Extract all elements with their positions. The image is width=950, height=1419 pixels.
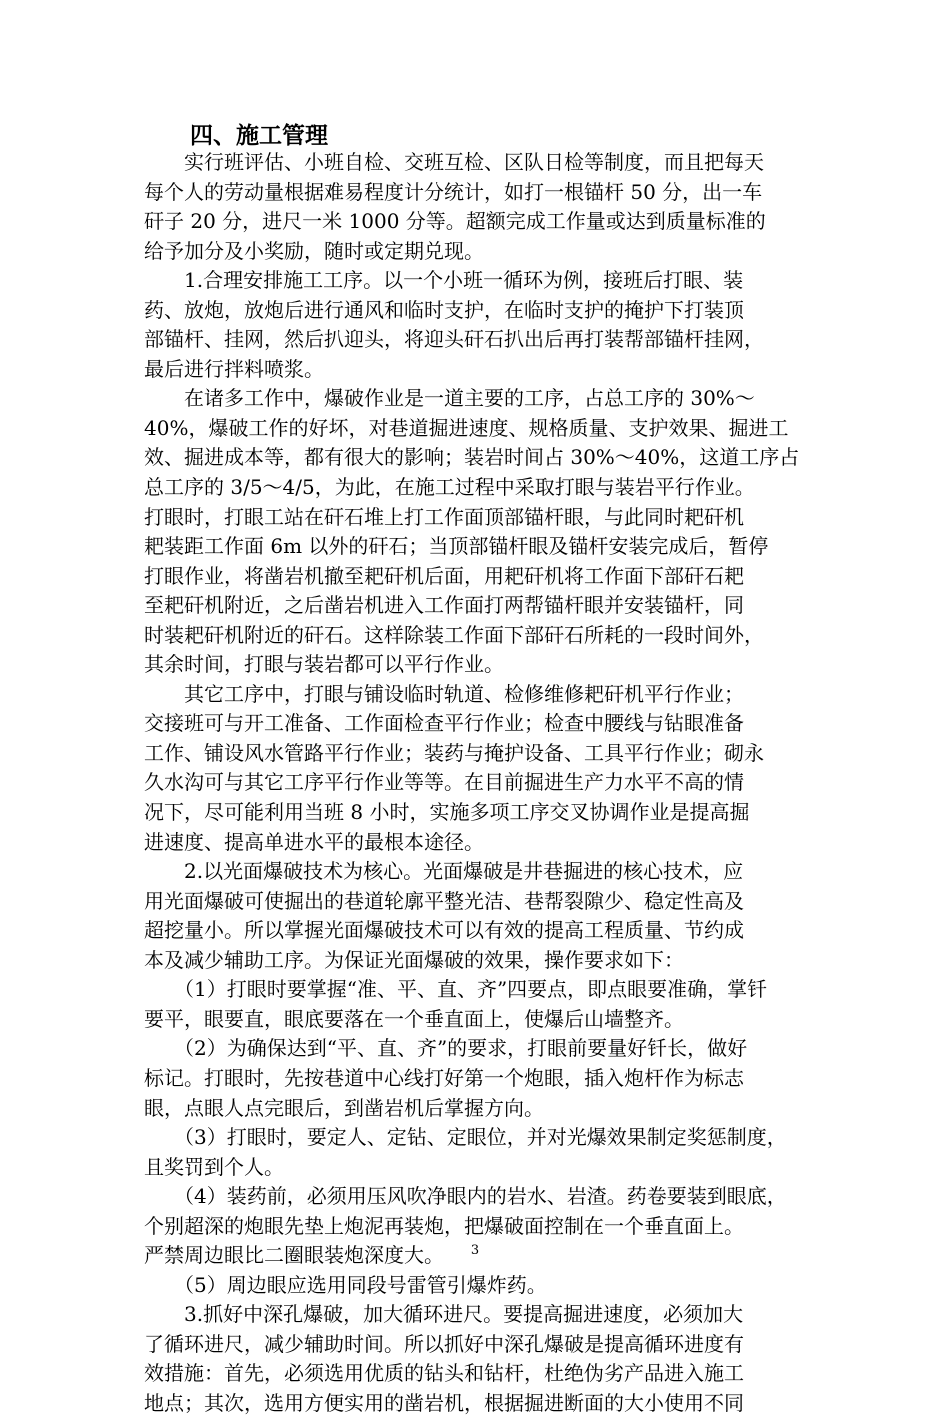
text-line: 1.合理安排施工工序。以一个小班一循环为例，接班后打眼、装	[144, 268, 744, 293]
text-line: 其余时间，打眼与装岩都可以平行作业。	[144, 652, 504, 677]
text-line: 2.以光面爆破技术为核心。光面爆破是井巷掘进的核心技术，应	[144, 859, 744, 884]
text-line: 且奖罚到个人。	[144, 1154, 284, 1179]
text-line: 用光面爆破可使掘出的巷道轮廓平整光洁、巷帮裂隙少、稳定性高及	[144, 888, 744, 913]
text-line: 况下，尽可能利用当班 8 小时，实施多项工序交叉协调作业是提高掘	[144, 800, 750, 825]
text-line: 实行班评估、小班自检、交班互检、区队日检等制度，而且把每天	[144, 150, 764, 174]
text-line: 标记。打眼时，先按巷道中心线打好第一个炮眼，插入炮杆作为标志	[144, 1065, 744, 1090]
text-line: 了循环进尺，减少辅助时间。所以抓好中深孔爆破是提高循环进度有	[144, 1331, 744, 1356]
text-line: 地点；其次，选用方便实用的凿岩机，根据掘进断面的大小使用不同	[144, 1390, 744, 1415]
text-line: （3）打眼时，要定人、定钻、定眼位，并对光爆效果制定奖惩制度，	[144, 1125, 787, 1150]
text-line: 本及减少辅助工序。为保证光面爆破的效果，操作要求如下：	[144, 947, 684, 972]
text-line: 要平，眼要直，眼底要落在一个垂直面上，使爆后山墙整齐。	[144, 1006, 684, 1031]
text-line: 在诸多工作中，爆破作业是一道主要的工序，占总工序的 30%～	[144, 386, 755, 411]
text-line: 打眼作业，将凿岩机撤至耙矸机后面，用耙矸机将工作面下部矸石耙	[144, 563, 744, 588]
text-line: 久水沟可与其它工序平行作业等等。在目前掘进生产力水平不高的情	[144, 770, 744, 795]
page-number: 3	[470, 1243, 480, 1258]
text-line: 进速度、提高单进水平的最根本途径。	[144, 829, 484, 854]
text-line: 3.抓好中深孔爆破，加大循环进尺。要提高掘进速度，必须加大	[144, 1302, 744, 1327]
text-line: 至耙矸机附近，之后凿岩机进入工作面打两帮锚杆眼并安装锚杆，同	[144, 593, 744, 618]
text-line: 总工序的 3/5～4/5，为此，在施工过程中采取打眼与装岩平行作业。	[144, 475, 755, 500]
text-line: 矸子 20 分，进尺一米 1000 分等。超额完成工作量或达到质量标准的	[144, 209, 766, 234]
text-line: （4）装药前，必须用压风吹净眼内的岩水、岩渣。药卷要装到眼底，	[144, 1184, 787, 1209]
text-line: 效、掘进成本等，都有很大的影响；装岩时间占 30%～40%，这道工序占	[144, 445, 800, 470]
section-heading: 四、施工管理	[190, 122, 328, 149]
text-line: 个别超深的炮眼先垫上炮泥再装炮，把爆破面控制在一个垂直面上。	[144, 1213, 744, 1238]
text-line: 给予加分及小奖励，随时或定期兑现。	[144, 238, 484, 263]
text-line: 超挖量小。所以掌握光面爆破技术可以有效的提高工程质量、节约成	[144, 918, 744, 943]
text-line: 药、放炮，放炮后进行通风和临时支护，在临时支护的掩护下打装顶	[144, 297, 744, 322]
text-line: 其它工序中，打眼与铺设临时轨道、检修维修耙矸机平行作业；	[144, 681, 744, 706]
text-line: 严禁周边眼比二圈眼装炮深度大。	[144, 1243, 444, 1268]
text-line: 耙装距工作面 6m 以外的矸石；当顶部锚杆眼及锚杆安装完成后，暂停	[144, 534, 769, 559]
text-line: 部锚杆、挂网，然后扒迎头，将迎头矸石扒出后再打装帮部锚杆挂网，	[144, 327, 764, 352]
text-line: 效措施：首先，必须选用优质的钻头和钻杆，杜绝伪劣产品进入施工	[144, 1361, 744, 1386]
body-text	[144, 148, 806, 1419]
text-line: 最后进行拌料喷浆。	[144, 356, 324, 381]
text-line: 时装耙矸机附近的矸石。这样除装工作面下部矸石所耗的一段时间外，	[144, 622, 764, 647]
text-line: 40%，爆破工作的好坏，对巷道掘进速度、规格质量、支护效果、掘进工	[144, 415, 789, 440]
text-line: 交接班可与开工准备、工作面检查平行作业；检查中腰线与钻眼准备	[144, 711, 744, 736]
text-line: 眼，点眼人点完眼后，到凿岩机后掌握方向。	[144, 1095, 544, 1120]
text-line: 打眼时，打眼工站在矸石堆上打工作面顶部锚杆眼，与此同时耙矸机	[144, 504, 744, 529]
text-line: （2）为确保达到“平、直、齐”的要求，打眼前要量好钎长，做好	[144, 1036, 748, 1061]
text-line: 工作、铺设风水管路平行作业；装药与掩护设备、工具平行作业；砌永	[144, 740, 764, 765]
text-line: （5）周边眼应选用同段号雷管引爆炸药。	[144, 1272, 547, 1297]
text-line: 每个人的劳动量根据难易程度计分统计，如打一根锚杆 50 分，出一车	[144, 179, 763, 204]
text-line: （1）打眼时要掌握“准、平、直、齐”四要点，即点眼要准确，掌钎	[144, 977, 768, 1002]
